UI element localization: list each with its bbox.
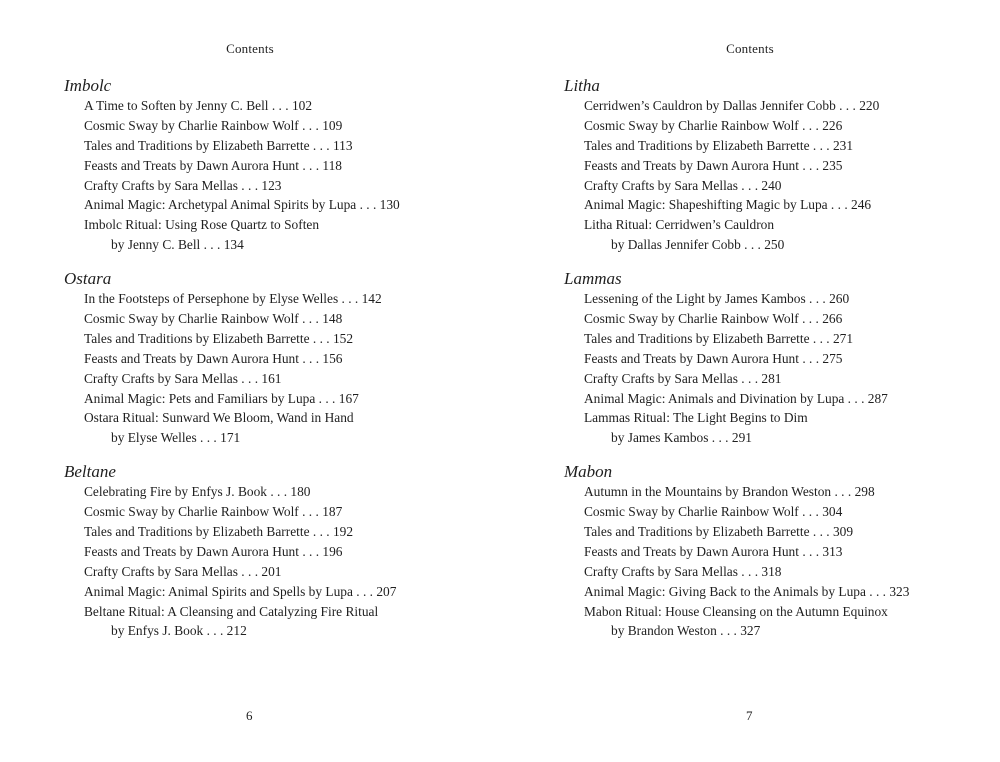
- toc-entry-continuation: by Jenny C. Bell . . . 134: [111, 237, 244, 253]
- section-title: Mabon: [564, 462, 613, 482]
- toc-entry: Tales and Traditions by Elizabeth Barrette . . . 271: [584, 330, 854, 346]
- toc-entry: Cerridwen’s Cauldron by Dallas Jennifer Cobb . . . 220: [584, 98, 880, 113]
- toc-entry: Animal Magic: Animals and Divination by Lupa . . . 287: [584, 390, 888, 406]
- section-title: Litha: [564, 76, 600, 95]
- page-number: 7: [746, 708, 753, 723]
- section-title: Imbolc: [64, 76, 112, 95]
- toc-entry: Feasts and Treats by Dawn Aurora Hunt . . . 235: [584, 157, 843, 173]
- toc-entry-continuation: by Brandon Weston . . . 327: [611, 623, 761, 639]
- right-page: [500, 0, 1000, 762]
- running-head: Contents: [226, 41, 274, 56]
- toc-entry: Crafty Crafts by Sara Mellas . . . 240: [584, 177, 782, 193]
- toc-entry: Cosmic Sway by Charlie Rainbow Wolf . . . 226: [584, 117, 843, 133]
- toc-entry: Feasts and Treats by Dawn Aurora Hunt . . . 196: [84, 543, 343, 559]
- toc-entry: Tales and Traditions by Elizabeth Barrette . . . 192: [84, 524, 354, 540]
- section-title: Ostara: [64, 269, 112, 289]
- toc-entry: Feasts and Treats by Dawn Aurora Hunt . . . 275: [584, 350, 843, 366]
- toc-entry: Imbolc Ritual: Using Rose Quartz to Soften: [84, 217, 320, 233]
- entry-list: [64, 482, 484, 641]
- toc-entry: Tales and Traditions by Elizabeth Barrette . . . 152: [84, 330, 354, 346]
- toc-entry: Tales and Traditions by Elizabeth Barrette . . . 309: [584, 524, 854, 540]
- toc-entry: A Time to Soften by Jenny C. Bell . . . 102: [84, 98, 313, 113]
- toc-entry: Animal Magic: Archetypal Animal Spirits by Lupa . . . 130: [84, 197, 400, 213]
- toc-entry: Crafty Crafts by Sara Mellas . . . 281: [584, 370, 782, 386]
- toc-entry: Tales and Traditions by Elizabeth Barrette . . . 231: [584, 137, 854, 153]
- toc-entry: Feasts and Treats by Dawn Aurora Hunt . . . 156: [84, 350, 343, 366]
- section-title: Beltane: [64, 462, 116, 482]
- page-number: 6: [246, 708, 253, 723]
- toc-entry: In the Footsteps of Persephone by Elyse Welles . . . 142: [84, 291, 382, 307]
- toc-entry: Autumn in the Mountains by Brandon Weston . . . 298: [584, 484, 875, 500]
- entry-list: [564, 482, 984, 641]
- toc-entry: Ostara Ritual: Sunward We Bloom, Wand in Hand: [84, 410, 354, 426]
- toc-entry: Lammas Ritual: The Light Begins to Dim: [584, 410, 808, 426]
- toc-entry: Crafty Crafts by Sara Mellas . . . 201: [84, 563, 282, 579]
- table-of-contents: [64, 76, 484, 641]
- toc-entry: Crafty Crafts by Sara Mellas . . . 318: [584, 563, 782, 579]
- toc-entry-continuation: by Enfys J. Book . . . 212: [111, 623, 247, 639]
- toc-entry: Cosmic Sway by Charlie Rainbow Wolf . . . 266: [584, 311, 843, 327]
- toc-section-lammas: [564, 269, 984, 448]
- entry-list: [64, 289, 484, 448]
- entry-list: [64, 96, 484, 255]
- entry-list: [564, 96, 984, 255]
- toc-entry: Tales and Traditions by Elizabeth Barrette . . . 113: [84, 137, 353, 153]
- toc-entry: Cosmic Sway by Charlie Rainbow Wolf . . . 148: [84, 311, 343, 327]
- toc-entry: Crafty Crafts by Sara Mellas . . . 123: [84, 177, 282, 193]
- toc-entry: Feasts and Treats by Dawn Aurora Hunt . . . 118: [84, 157, 342, 173]
- toc-entry: Animal Magic: Giving Back to the Animals by Lupa . . . 323: [584, 583, 910, 599]
- toc-entry: Litha Ritual: Cerridwen’s Cauldron: [584, 217, 775, 233]
- toc-section-beltane: [64, 462, 484, 641]
- toc-entry: Cosmic Sway by Charlie Rainbow Wolf . . . 109: [84, 117, 343, 133]
- entry-list: [564, 289, 984, 448]
- toc-section-imbolc: [64, 76, 484, 255]
- toc-entry: Animal Magic: Animal Spirits and Spells by Lupa . . . 207: [84, 583, 397, 599]
- toc-entry: Animal Magic: Pets and Familiars by Lupa . . . 167: [84, 390, 359, 406]
- toc-section-mabon: [564, 462, 984, 641]
- section-title: Lammas: [564, 269, 622, 289]
- toc-entry: Celebrating Fire by Enfys J. Book . . . 180: [84, 484, 311, 500]
- toc-entry: Beltane Ritual: A Cleansing and Catalyzing Fire Ritual: [84, 603, 379, 619]
- toc-entry: Cosmic Sway by Charlie Rainbow Wolf . . . 187: [84, 504, 343, 520]
- toc-section-litha: [564, 76, 984, 255]
- toc-entry: Crafty Crafts by Sara Mellas . . . 161: [84, 370, 282, 386]
- running-head: Contents: [726, 41, 774, 56]
- toc-section-ostara: [64, 269, 484, 448]
- toc-entry-continuation: by Dallas Jennifer Cobb . . . 250: [611, 237, 785, 253]
- toc-entry-continuation: by James Kambos . . . 291: [611, 430, 752, 446]
- toc-entry: Mabon Ritual: House Cleansing on the Autumn Equinox: [584, 603, 888, 619]
- toc-entry: Feasts and Treats by Dawn Aurora Hunt . . . 313: [584, 543, 843, 559]
- toc-entry-continuation: by Elyse Welles . . . 171: [111, 430, 241, 446]
- toc-entry: Cosmic Sway by Charlie Rainbow Wolf . . . 304: [584, 504, 843, 520]
- toc-entry: Lessening of the Light by James Kambos . . . 260: [584, 291, 850, 307]
- toc-entry: Animal Magic: Shapeshifting Magic by Lupa . . . 246: [584, 197, 872, 213]
- table-of-contents: [564, 76, 984, 641]
